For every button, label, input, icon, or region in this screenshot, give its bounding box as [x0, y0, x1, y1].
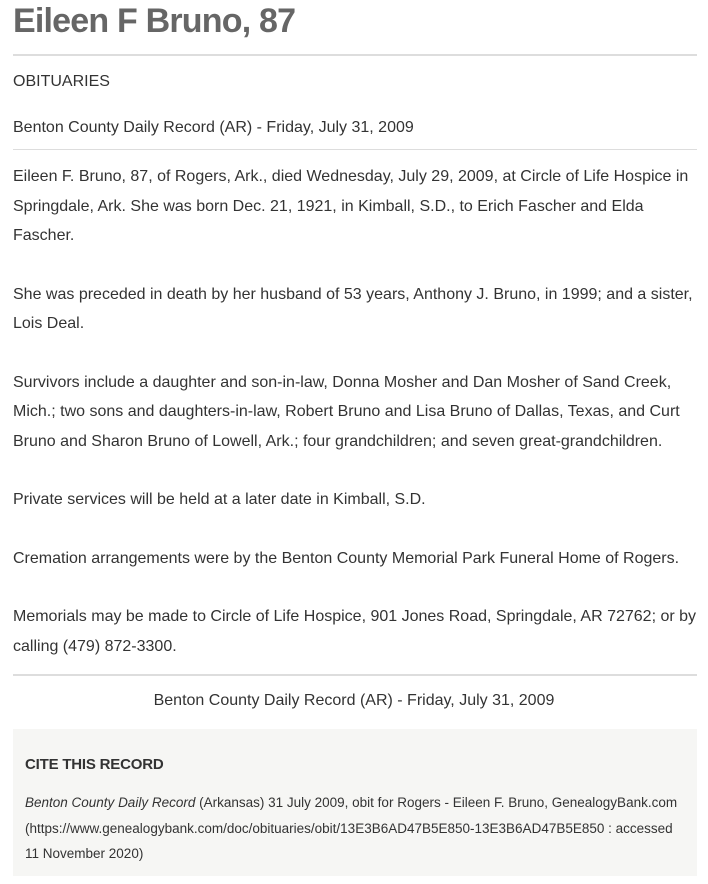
category-label: OBITUARIES — [13, 73, 110, 90]
body-divider — [13, 674, 697, 676]
footer-source-line: Benton County Daily Record (AR) - Friday, July 31, 2009 — [153, 692, 555, 709]
page-title: Eileen F Bruno, 87 — [13, 2, 296, 40]
obituary-paragraph: Eileen F. Bruno, 87, of Rogers, Ark., died Wednesday, July 29, 2009, at Circle of Life Hospice in Springdale, Ark. She was born Dec. 21, 1921, in Kimball, S.D., to Erich Fascher and Elda Fascher. — [13, 168, 689, 244]
citation-text — [25, 790, 689, 867]
header-divider — [13, 149, 697, 150]
obituary-body — [13, 162, 703, 690]
cite-record-box — [13, 729, 697, 876]
title-divider — [13, 54, 697, 56]
source-line: Benton County Daily Record (AR) - Friday, July 31, 2009 — [13, 119, 414, 136]
cite-heading: CITE THIS RECORD — [25, 756, 164, 773]
obituary-paragraph: Cremation arrangements were by the Benton County Memorial Park Funeral Home of Rogers. — [13, 549, 680, 567]
obituary-paragraph: Survivors include a daughter and son-in-law, Donna Mosher and Dan Mosher of Sand Creek, Mich.; two sons and daughters-in-law, Robert Bruno and Lisa Bruno of Dallas, Texas, and Curt Bruno and Sharon Bruno of Lowell, Ark.; four grandchildren; and seven great-grandchildren. — [13, 373, 680, 450]
obituary-paragraph: Memorials may be made to Circle of Life Hospice, 901 Jones Road, Springdale, AR 72762; or by calling (479) 872-3300. — [13, 608, 697, 655]
obituary-paragraph: Private services will be held at a later date in Kimball, S.D. — [13, 491, 426, 508]
citation-publication: Benton County Daily Record — [25, 795, 196, 810]
citation-details: (Arkansas) 31 July 2009, obit for Rogers - Eileen F. Bruno, GenealogyBank.com (https://www.genealogybank.com/doc/obituaries/obit/13E3B6AD47B5E850-13E3B6AD47B5E850 : accessed 11 November 2020) — [25, 795, 678, 861]
obituary-paragraph: She was preceded in death by her husband of 53 years, Anthony J. Bruno, in 1999; and a sister, Lois Deal. — [13, 285, 693, 332]
